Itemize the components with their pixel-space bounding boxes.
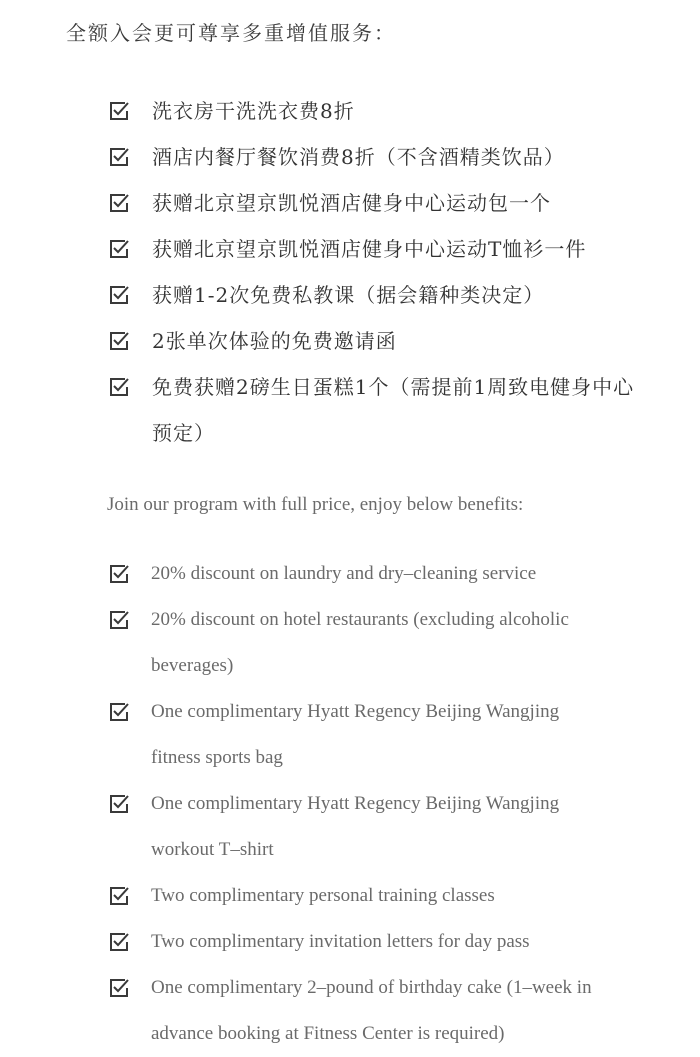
english-benefit-text: 20% discount on laundry and dry–cleaning service: [151, 563, 537, 584]
checkbox-checked-icon: [108, 376, 130, 398]
english-benefit-item: [108, 965, 611, 1057]
english-heading: Join our program with full price, enjoy below benefits:: [107, 494, 524, 515]
checkbox-checked-icon: [108, 885, 130, 907]
checkbox-checked-icon: [108, 563, 130, 585]
checkbox-checked-icon: [108, 793, 130, 815]
checkbox-checked-icon: [108, 284, 130, 306]
english-benefit-text: Two complimentary personal training classes: [151, 885, 495, 906]
english-benefit-item: [108, 919, 611, 965]
english-benefit-item: [108, 781, 611, 873]
checkbox-checked-icon: [108, 330, 130, 352]
chinese-benefit-text: 获赠1-2次免费私教课（据会籍种类决定）: [152, 283, 545, 307]
checkbox-checked-icon: [108, 701, 130, 723]
checkbox-checked-icon: [108, 146, 130, 168]
chinese-benefit-text: 酒店内餐厅餐饮消费8折（不含酒精类饮品）: [152, 145, 565, 169]
chinese-benefit-text: 获赠北京望京凯悦酒店健身中心运动T恤衫一件: [152, 237, 587, 261]
english-benefit-item: [108, 597, 611, 689]
chinese-benefit-item: [108, 364, 652, 456]
english-benefit-text: Two complimentary invitation letters for day pass: [151, 931, 530, 952]
checkbox-checked-icon: [108, 977, 130, 999]
english-benefits-list: [108, 551, 611, 1057]
checkbox-checked-icon: [108, 238, 130, 260]
chinese-benefit-item: [108, 180, 652, 226]
checkbox-checked-icon: [108, 931, 130, 953]
checkbox-checked-icon: [108, 100, 130, 122]
chinese-benefit-item: [108, 88, 652, 134]
checkbox-checked-icon: [108, 192, 130, 214]
chinese-benefits-list: [108, 88, 652, 456]
english-benefit-text: One complimentary 2–pound of birthday cake (1–week in advance booking at Fitness Center is required): [151, 977, 592, 1044]
english-benefit-item: [108, 689, 611, 781]
chinese-benefit-text: 2张单次体验的免费邀请函: [152, 329, 397, 353]
chinese-heading: 全额入会更可尊享多重增值服务：: [66, 21, 396, 45]
chinese-benefit-item: [108, 272, 652, 318]
chinese-benefit-item: [108, 134, 652, 180]
chinese-benefit-item: [108, 226, 652, 272]
english-benefit-text: 20% discount on hotel restaurants (excluding alcoholic beverages): [151, 609, 569, 676]
english-benefit-text: One complimentary Hyatt Regency Beijing Wangjing workout T–shirt: [151, 793, 560, 860]
english-benefit-item: [108, 873, 611, 919]
chinese-benefit-item: [108, 318, 652, 364]
english-benefit-item: [108, 551, 611, 597]
english-benefit-text: One complimentary Hyatt Regency Beijing Wangjing fitness sports bag: [151, 701, 560, 768]
chinese-benefit-text: 免费获赠2磅生日蛋糕1个（需提前1周致电健身中心预定）: [152, 375, 635, 445]
checkbox-checked-icon: [108, 609, 130, 631]
chinese-benefit-text: 洗衣房干洗洗衣费8折: [152, 99, 355, 123]
chinese-benefit-text: 获赠北京望京凯悦酒店健身中心运动包一个: [152, 191, 551, 215]
